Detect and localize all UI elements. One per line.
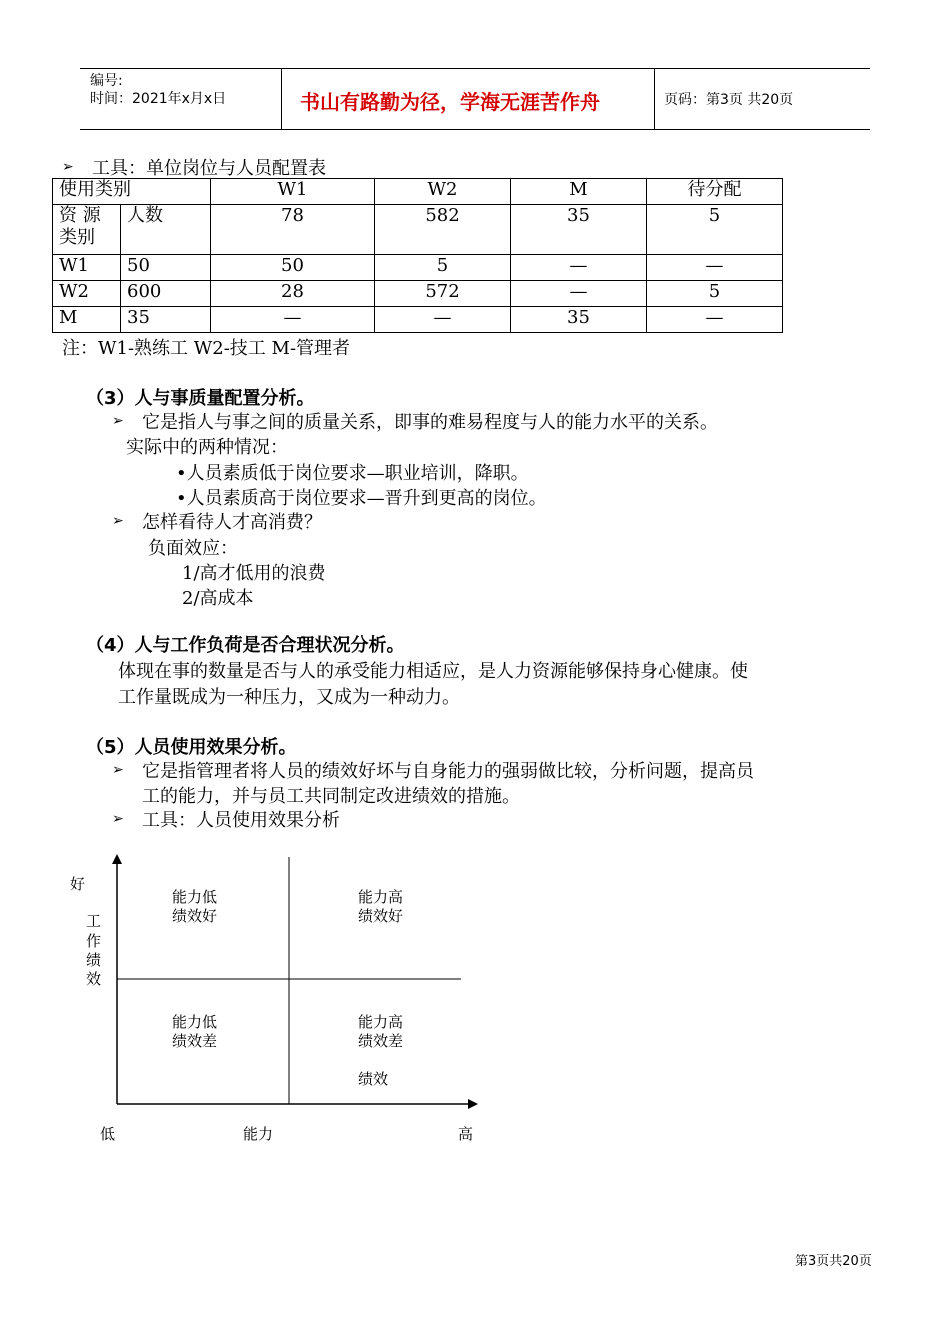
count-label: 人数 — [121, 205, 211, 255]
header-date: 时间：2021年x月x日 — [90, 91, 227, 107]
arrow-bullet-icon: ➢ — [62, 159, 74, 175]
table-cell: 5 — [647, 281, 783, 307]
tool-label: 工具：单位岗位与人员配置表 — [92, 158, 326, 179]
x-axis-high-label: 高 — [458, 1125, 474, 1143]
section-3-case-2: •人员素质高于岗位要求—晋升到更高的岗位。 — [176, 488, 547, 509]
table-cell: 5 — [375, 255, 511, 281]
quadrant-label-line: 绩效差 — [172, 1032, 218, 1050]
quadrant-bottom-left — [172, 1013, 217, 1051]
section-4-text-line: 体现在事的数量是否与人的承受能力相适应，是人力资源能够保持身心健康。使 — [118, 661, 748, 682]
quadrant-label-line: 能力低 — [172, 888, 218, 906]
arrow-bullet-icon: ➢ — [112, 413, 124, 429]
table-cell: 35 — [511, 205, 647, 255]
table-cell: 600 — [121, 281, 211, 307]
quadrant-top-right — [358, 888, 403, 926]
quadrant-label-line: 能力低 — [172, 1013, 218, 1031]
y-axis-high-label: 好 — [70, 875, 86, 893]
table-cell: 35 — [511, 307, 647, 333]
arrow-bullet-icon: ➢ — [112, 513, 124, 529]
y-axis-label-char: 效 — [86, 970, 102, 988]
table-cell: 5 — [647, 205, 783, 255]
table-cell: W2 — [53, 281, 121, 307]
section-5-bullet-1-cont: 工的能力，并与员工共同制定改进绩效的措施。 — [142, 786, 520, 807]
section-5-title: （5）人员使用效果分析。 — [86, 737, 297, 758]
table-cell: 28 — [211, 281, 375, 307]
section-4-title: （4）人与工作负荷是否合理状况分析。 — [86, 635, 405, 656]
table-header-cell: 待分配 — [647, 179, 783, 205]
table-cell: 50 — [211, 255, 375, 281]
table-cell: — — [375, 307, 511, 333]
section-3-case-1: •人员素质低于岗位要求—职业培训，降职。 — [176, 463, 529, 484]
table-cell: — — [647, 255, 783, 281]
section-3-bullet-1: 它是指人与事之间的质量关系，即事的难易程度与人的能力水平的关系。 — [142, 412, 718, 433]
table-header-cell: 使用类别 — [53, 179, 211, 205]
table-cell: 78 — [211, 205, 375, 255]
table-cell: 50 — [121, 255, 211, 281]
table-header-cell: W2 — [375, 179, 511, 205]
header-motto: 书山有路勤为径，学海无涯苦作舟 — [300, 90, 600, 114]
y-axis-label-char: 工 — [86, 912, 102, 930]
table-cell: M — [53, 307, 121, 333]
section-3-cases-label: 实际中的两种情况： — [126, 437, 288, 458]
arrow-bullet-icon: ➢ — [112, 762, 124, 778]
negative-effect-2: 2/高成本 — [182, 588, 254, 609]
quadrant-label-line: 绩效好 — [358, 907, 404, 925]
quadrant-label-line: 能力高 — [358, 1013, 404, 1031]
table-cell: 572 — [375, 281, 511, 307]
y-axis-label-char: 绩 — [86, 951, 102, 969]
table-cell: — — [647, 307, 783, 333]
table-header-cell: M — [511, 179, 647, 205]
quadrant-label-line: 能力高 — [358, 888, 404, 906]
table-note: 注：W1-熟练工 W2-技工 M-管理者 — [62, 338, 351, 359]
table-cell: — — [511, 281, 647, 307]
y-axis-label-char: 作 — [86, 932, 102, 950]
resource-type-label: 资 源 类别 — [53, 205, 121, 255]
quadrant-extra-label: 绩效 — [358, 1070, 389, 1088]
quadrant-top-left — [172, 888, 217, 926]
table-cell: 35 — [121, 307, 211, 333]
quadrant-label-line: 绩效差 — [358, 1032, 404, 1050]
section-3-title: （3）人与事质量配置分析。 — [86, 388, 315, 409]
x-axis-low-label: 低 — [100, 1125, 116, 1143]
section-5-bullet-1: 它是指管理者将人员的绩效好坏与自身能力的强弱做比较，分析问题，提高员 — [142, 761, 754, 782]
header-number-label: 编号: — [90, 73, 123, 89]
table-header-cell: W1 — [211, 179, 375, 205]
arrow-bullet-icon: ➢ — [112, 811, 124, 827]
section-5-bullet-2: 工具：人员使用效果分析 — [142, 810, 340, 831]
table-cell: W1 — [53, 255, 121, 281]
table-cell: — — [511, 255, 647, 281]
section-4-text-line: 工作量既成为一种压力，又成为一种动力。 — [118, 687, 460, 708]
quadrant-bottom-right — [358, 1013, 403, 1051]
x-axis-label: 能力 — [243, 1125, 274, 1143]
quadrant-label-line: 绩效好 — [172, 907, 218, 925]
negative-effect-label: 负面效应： — [148, 538, 238, 559]
section-3-bullet-2: 怎样看待人才高消费？ — [142, 512, 322, 533]
table-cell: 582 — [375, 205, 511, 255]
header-page-info: 页码：第3页 共20页 — [664, 92, 794, 108]
table-cell: — — [211, 307, 375, 333]
footer-page-number: 第3页共20页 — [795, 1254, 872, 1269]
negative-effect-1: 1/高才低用的浪费 — [182, 563, 326, 584]
